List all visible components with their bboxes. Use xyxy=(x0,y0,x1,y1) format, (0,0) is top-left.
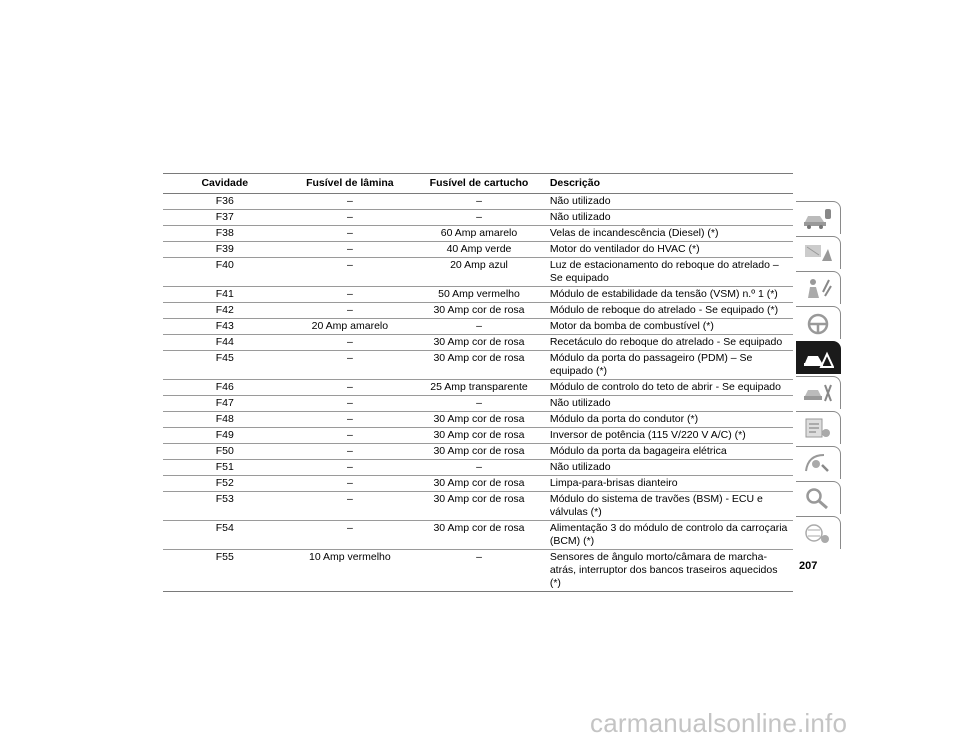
cell-cavity: F43 xyxy=(163,319,287,335)
cell-cavity: F38 xyxy=(163,226,287,242)
table-row xyxy=(163,287,793,303)
cell-cavity: F51 xyxy=(163,460,287,476)
cell-description: Alimentação 3 do módulo de controlo da carroçaria (BCM) (*) xyxy=(545,521,793,550)
cell-blade: – xyxy=(287,380,414,396)
cell-cartridge: – xyxy=(413,550,545,592)
tab-safety[interactable] xyxy=(796,271,841,304)
cell-description: Módulo da porta do condutor (*) xyxy=(545,412,793,428)
cell-description: Limpa-para-brisas dianteiro xyxy=(545,476,793,492)
search-index-icon xyxy=(802,486,834,510)
cell-cartridge: 30 Amp cor de rosa xyxy=(413,412,545,428)
cell-description: Não utilizado xyxy=(545,460,793,476)
cell-cartridge: – xyxy=(413,319,545,335)
cell-description: Não utilizado xyxy=(545,210,793,226)
table-row xyxy=(163,319,793,335)
cell-blade: – xyxy=(287,351,414,380)
table-row xyxy=(163,380,793,396)
cell-description: Módulo do sistema de travões (BSM) - ECU e válvulas (*) xyxy=(545,492,793,521)
table-row xyxy=(163,412,793,428)
page-number: 207 xyxy=(799,560,818,572)
tab-instrument-panel[interactable] xyxy=(796,236,841,269)
table-row xyxy=(163,226,793,242)
cell-description: Motor da bomba de combustível (*) xyxy=(545,319,793,335)
cell-blade: – xyxy=(287,194,414,210)
cell-description: Inversor de potência (115 V/220 V A/C) (*) xyxy=(545,428,793,444)
cell-blade: – xyxy=(287,444,414,460)
cell-cartridge: 40 Amp verde xyxy=(413,242,545,258)
table-header-row xyxy=(163,174,793,194)
table-row xyxy=(163,210,793,226)
table-row xyxy=(163,258,793,287)
cell-description: Luz de estacionamento do reboque do atrelado – Se equipado xyxy=(545,258,793,287)
cell-description: Sensores de ângulo morto/câmara de marcha-atrás, interruptor dos bancos traseiros aquecidos (*) xyxy=(545,550,793,592)
table-row xyxy=(163,550,793,592)
cell-cavity: F49 xyxy=(163,428,287,444)
cell-cartridge: – xyxy=(413,194,545,210)
cell-cartridge: 30 Amp cor de rosa xyxy=(413,303,545,319)
languages-icon xyxy=(802,521,834,545)
fuse-table xyxy=(163,173,793,592)
cell-cavity: F52 xyxy=(163,476,287,492)
cell-cavity: F45 xyxy=(163,351,287,380)
cell-blade: – xyxy=(287,287,414,303)
table-row xyxy=(163,460,793,476)
tab-languages[interactable] xyxy=(796,516,841,549)
header-blade-fuse: Fusível de lâmina xyxy=(287,174,414,194)
cell-cavity: F37 xyxy=(163,210,287,226)
tab-servicing[interactable] xyxy=(796,376,841,409)
tab-multimedia[interactable] xyxy=(796,446,841,479)
table-row xyxy=(163,194,793,210)
cell-blade: – xyxy=(287,242,414,258)
specifications-icon xyxy=(802,416,834,440)
cell-cartridge: – xyxy=(413,210,545,226)
cell-cavity: F36 xyxy=(163,194,287,210)
cell-description: Módulo de estabilidade da tensão (VSM) n.º 1 (*) xyxy=(545,287,793,303)
cell-description: Módulo da porta do passageiro (PDM) – Se equipado (*) xyxy=(545,351,793,380)
cell-blade: – xyxy=(287,226,414,242)
tab-getting-to-know[interactable] xyxy=(796,201,841,234)
cell-cavity: F46 xyxy=(163,380,287,396)
header-cartridge-fuse: Fusível de cartucho xyxy=(413,174,545,194)
cell-description: Módulo da porta da bagageira elétrica xyxy=(545,444,793,460)
table-row xyxy=(163,396,793,412)
cell-cartridge: – xyxy=(413,460,545,476)
cell-blade: – xyxy=(287,492,414,521)
table-row xyxy=(163,351,793,380)
cell-cartridge: 30 Amp cor de rosa xyxy=(413,428,545,444)
table-row xyxy=(163,335,793,351)
cell-cartridge: 30 Amp cor de rosa xyxy=(413,492,545,521)
cell-blade: – xyxy=(287,412,414,428)
car-service-icon xyxy=(802,381,834,405)
cell-cartridge: 30 Amp cor de rosa xyxy=(413,335,545,351)
dashboard-warning-icon xyxy=(802,241,834,265)
table-row xyxy=(163,476,793,492)
cell-blade: – xyxy=(287,396,414,412)
cell-cavity: F53 xyxy=(163,492,287,521)
roadside-emergency-icon xyxy=(802,346,834,370)
cell-cavity: F54 xyxy=(163,521,287,550)
cell-description: Recetáculo do reboque do atrelado - Se equipado xyxy=(545,335,793,351)
cell-blade: – xyxy=(287,521,414,550)
table-row xyxy=(163,492,793,521)
cell-cavity: F55 xyxy=(163,550,287,592)
chapter-tab-strip xyxy=(796,201,842,551)
cell-cartridge: 20 Amp azul xyxy=(413,258,545,287)
cell-cartridge: 25 Amp transparente xyxy=(413,380,545,396)
cell-cartridge: 30 Amp cor de rosa xyxy=(413,444,545,460)
cell-cavity: F44 xyxy=(163,335,287,351)
cell-cavity: F39 xyxy=(163,242,287,258)
cell-blade: – xyxy=(287,460,414,476)
tab-driving[interactable] xyxy=(796,306,841,339)
cell-cavity: F42 xyxy=(163,303,287,319)
steering-wheel-icon xyxy=(802,311,834,335)
car-key-icon xyxy=(802,206,834,230)
cell-blade: – xyxy=(287,476,414,492)
table-row xyxy=(163,444,793,460)
cell-description: Não utilizado xyxy=(545,194,793,210)
cell-cavity: F40 xyxy=(163,258,287,287)
cell-description: Módulo de reboque do atrelado - Se equipado (*) xyxy=(545,303,793,319)
table-row xyxy=(163,303,793,319)
cell-blade: – xyxy=(287,428,414,444)
cell-blade: 20 Amp amarelo xyxy=(287,319,414,335)
cell-blade: – xyxy=(287,210,414,226)
multimedia-icon xyxy=(802,451,834,475)
table-row xyxy=(163,428,793,444)
airbag-safety-icon xyxy=(802,276,834,300)
table-row xyxy=(163,242,793,258)
cell-description: Não utilizado xyxy=(545,396,793,412)
cell-blade: – xyxy=(287,335,414,351)
cell-cartridge: 50 Amp vermelho xyxy=(413,287,545,303)
cell-cartridge: 30 Amp cor de rosa xyxy=(413,521,545,550)
cell-cavity: F47 xyxy=(163,396,287,412)
watermark: carmanualsonline.info xyxy=(590,708,848,738)
cell-cartridge: – xyxy=(413,396,545,412)
cell-cartridge: 60 Amp amarelo xyxy=(413,226,545,242)
header-cavidade: Cavidade xyxy=(163,174,287,194)
cell-cavity: F50 xyxy=(163,444,287,460)
tab-technical-specs[interactable] xyxy=(796,411,841,444)
cell-description: Velas de incandescência (Diesel) (*) xyxy=(545,226,793,242)
cell-cavity: F41 xyxy=(163,287,287,303)
table-row xyxy=(163,521,793,550)
cell-cavity: F48 xyxy=(163,412,287,428)
tab-emergency[interactable] xyxy=(796,341,841,374)
cell-cartridge: 30 Amp cor de rosa xyxy=(413,476,545,492)
cell-blade: – xyxy=(287,258,414,287)
tab-index[interactable] xyxy=(796,481,841,514)
cell-description: Motor do ventilador do HVAC (*) xyxy=(545,242,793,258)
cell-blade: 10 Amp vermelho xyxy=(287,550,414,592)
cell-description: Módulo de controlo do teto de abrir - Se equipado xyxy=(545,380,793,396)
cell-cartridge: 30 Amp cor de rosa xyxy=(413,351,545,380)
cell-blade: – xyxy=(287,303,414,319)
header-description: Descrição xyxy=(545,174,793,194)
